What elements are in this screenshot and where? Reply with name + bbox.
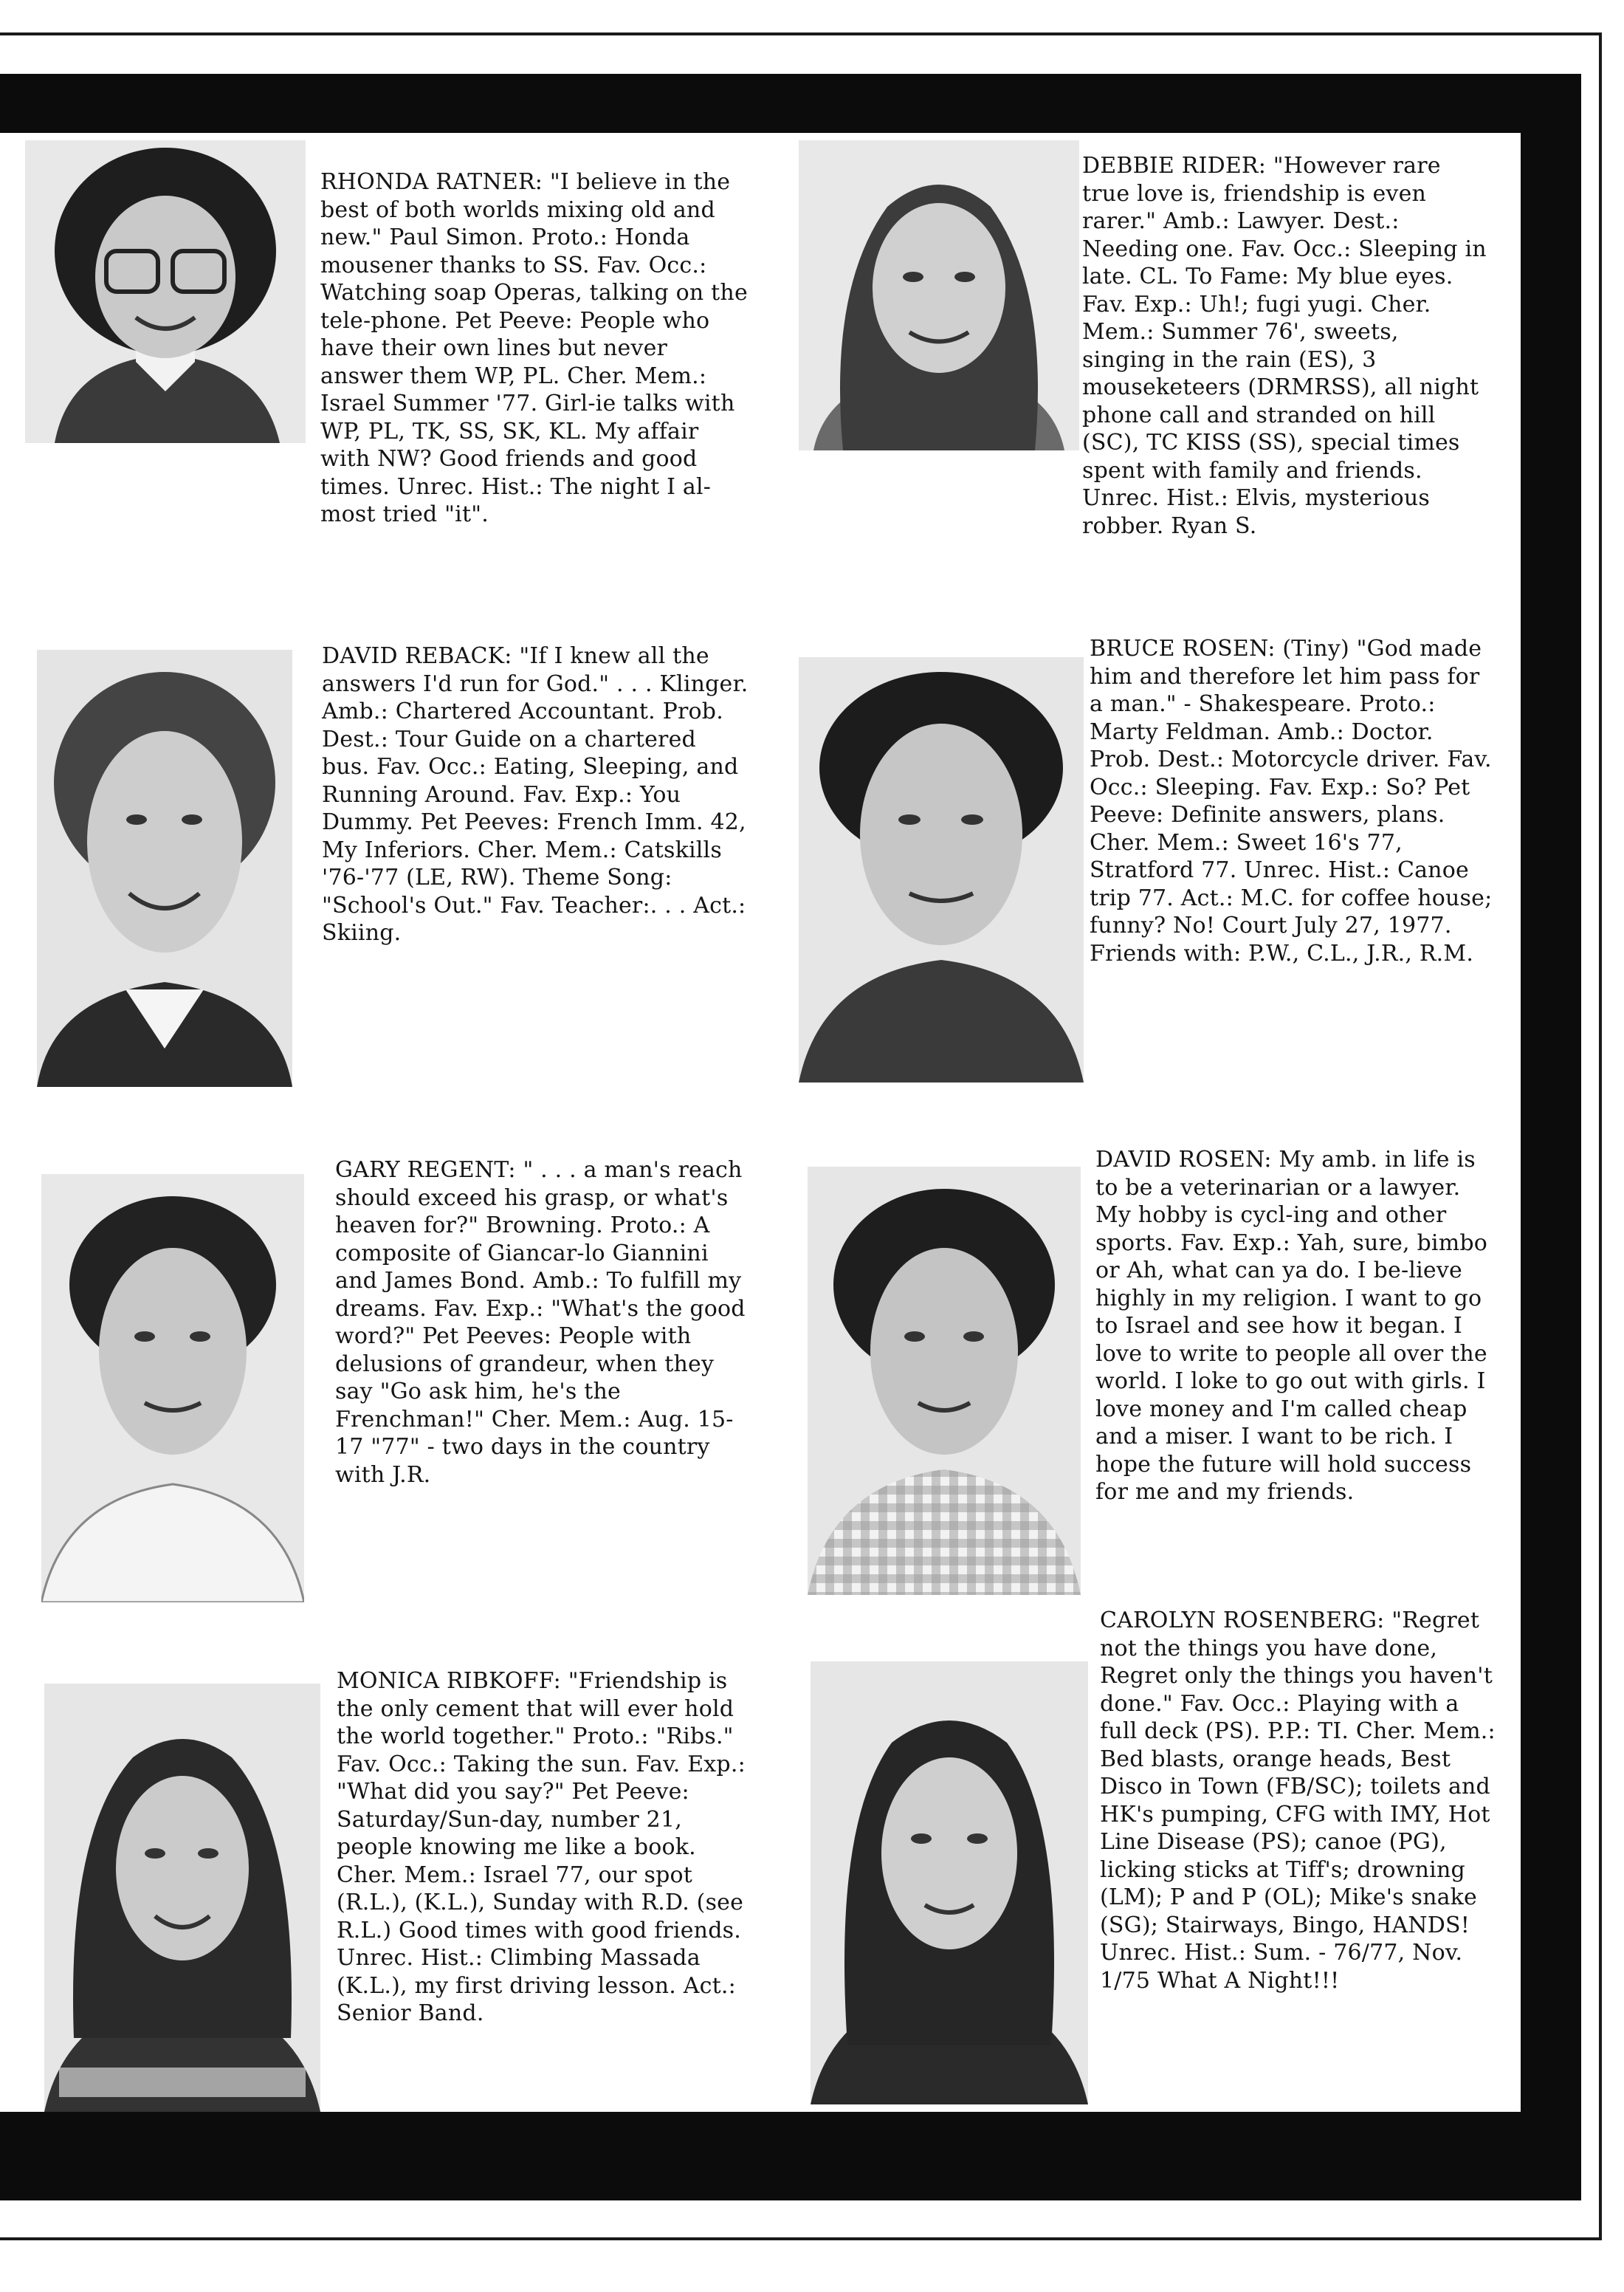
bio-text-carolyn-rosenberg: "Regret not the things you have done, Regret only the things you haven't done." Fav. Occ.: Playing with a full deck (PS). P.P.: TI. Cher. Mem.: Bed blasts, orange heads, Best Disco in Town (FB/SC); toilets and HK's pumping, CFG with IMY, Hot Line Disease (PS); canoe (PG), licking sticks at Tiff's; drowning (LM); P and P (OL); Mike's snake (SG); Stairways, Bingo, HANDS! Unrec. Hist.: Sum. - 76/77, Nov. 1/75 What A Night!!!: [1100, 1608, 1496, 1994]
portrait-photo-carolyn-rosenberg: [811, 1661, 1088, 2104]
bio-text-monica-ribkoff: "Friendship is the only cement that will ever hold the world together." Proto.: "Ribs." Fav. Occ.: Taking the sun. Fav. Exp.: "What did you say?" Pet Peeve: Saturday/Sun-day, number 21, people knowing me like a book. Cher. Mem.: Israel 77, our spot (R.L.), (K.L.), Sunday with R.D. (see R.L.) Good times with good friends. Unrec. Hist.: Climbing Massada (K.L.), my first driving lesson. Act.: Senior Band.: [337, 1668, 746, 2026]
student-name-rhonda-ratner: RHONDA RATNER:: [320, 169, 543, 195]
bio-david-rosen: [1095, 1146, 1494, 1506]
portrait-photo-debbie-rider: [799, 140, 1079, 450]
bio-debbie-rider: [1082, 152, 1488, 540]
portrait-photo-david-rosen: [808, 1167, 1081, 1595]
bio-text-david-reback: "If I knew all the answers I'd run for God." . . . Klinger. Amb.: Chartered Accountant. Prob. Dest.: Tour Guide on a chartered bus. Fav. Occ.: Eating, Sleeping, and Running Around. Fav. Exp.: You Dummy. Pet Peeves: French Imm. 42, My Inferiors. Cher. Mem.: Catskills '76-'77 (LE, RW). Theme Song: "School's Out." Fav. Teacher:. . . Act.: Skiing.: [322, 643, 749, 946]
bio-text-david-rosen: My amb. in life is to be a veterinarian or a lawyer. My hobby is cycl-ing and other sports. Fav. Exp.: Yah, sure, bimbo or Ah, what can ya do. I be-lieve highly in my religion. I want to go to Israel and see how it began. I love to write to people all over the world. I loke to go out with girls. I love money and I'm called cheap and a miser. I want to be rich. I hope the future will hold success for me and my friends.: [1095, 1147, 1488, 1505]
portrait-photo-gary-regent: [41, 1174, 304, 1602]
student-name-carolyn-rosenberg: CAROLYN ROSENBERG:: [1100, 1608, 1385, 1633]
bio-david-reback: [322, 642, 750, 947]
portrait-photo-bruce-rosen: [799, 657, 1084, 1082]
bio-text-gary-regent: " . . . a man's reach should exceed his grasp, or what's heaven for?" Browning. Proto.: A composite of Giancar-lo Giannini and James Bond. Amb.: To fulfill my dreams. Fav. Exp.: "What's the good word?" Pet Peeves: People with delusions of grandeur, when they say "Go ask him, he's the Frenchman!" Cher. Mem.: Aug. 15-17 "77" - two days in the country with J.R.: [335, 1157, 746, 1488]
portrait-photo-monica-ribkoff: [44, 1684, 320, 2112]
bio-text-debbie-rider: "However rare true love is, friendship is even rarer." Amb.: Lawyer. Dest.: Needing one. Fav. Occ.: Sleeping in late. CL. To Fame: My blue eyes. Fav. Exp.: Uh!; fugi yugi. Cher. Mem.: Summer 76', sweets, singing in the rain (ES), 3 mouseketeers (DRMRSS), all night phone call and stranded on hill (SC), TC KISS (SS), special times spent with family and friends. Unrec. Hist.: Elvis, mysterious robber. Ryan S.: [1082, 153, 1487, 539]
student-name-gary-regent: GARY REGENT:: [335, 1157, 516, 1183]
student-name-david-rosen: DAVID ROSEN:: [1095, 1147, 1272, 1173]
portrait-photo-david-reback: [37, 650, 292, 1087]
bio-gary-regent: [335, 1156, 756, 1489]
student-name-bruce-rosen: BRUCE ROSEN:: [1090, 636, 1276, 662]
bio-bruce-rosen: [1090, 635, 1496, 967]
bio-rhonda-ratner: [320, 168, 749, 529]
student-name-monica-ribkoff: MONICA RIBKOFF:: [337, 1668, 561, 1694]
bio-text-bruce-rosen: (Tiny) "God made him and therefore let him pass for a man." - Shakespeare. Proto.: Marty Feldman. Amb.: Doctor. Prob. Dest.: Motorcycle driver. Fav. Occ.: Sleeping. Fav. Exp.: So? Pet Peeve: Definite answers, plans. Cher. Mem.: Sweet 16's 77, Stratford 77. Unrec. Hist.: Canoe trip 77. Act.: M.C. for coffee house; funny? No! Court July 27, 1977. Friends with: P.W., C.L., J.R., R.M.: [1090, 636, 1493, 967]
student-name-debbie-rider: DEBBIE RIDER:: [1082, 153, 1267, 179]
bio-monica-ribkoff: [337, 1667, 757, 2028]
student-name-david-reback: DAVID REBACK:: [322, 643, 512, 669]
bio-carolyn-rosenberg: [1100, 1607, 1499, 1994]
portrait-photo-rhonda-ratner: [25, 140, 306, 443]
yearbook-page: [0, 133, 1521, 2112]
bio-text-rhonda-ratner: "I believe in the best of both worlds mixing old and new." Paul Simon. Proto.: Honda mousener thanks to SS. Fav. Occ.: Watching soap Operas, talking on the tele-phone. Pet Peeve: People who have their own lines but never answer them WP, PL. Cher. Mem.: Israel Summer '77. Girl-ie talks with WP, PL, TK, SS, SK, KL. My affair with NW? Good friends and good times. Unrec. Hist.: The night I al-most tried "it".: [320, 169, 748, 527]
